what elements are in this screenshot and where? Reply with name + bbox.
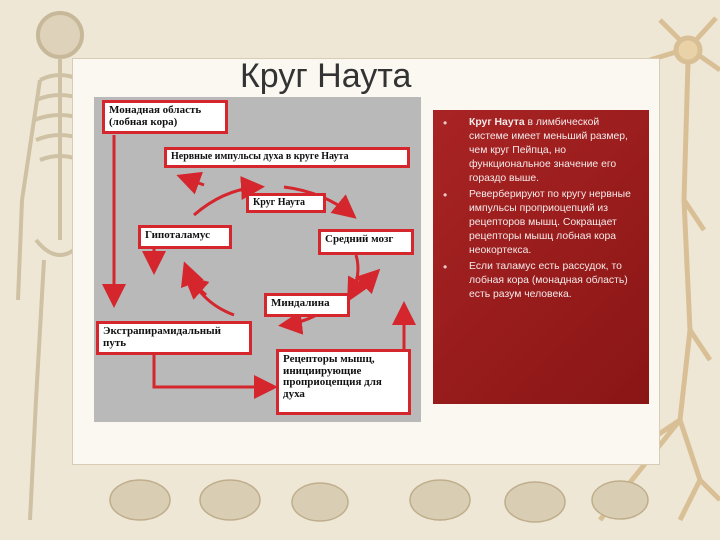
arrow-impulses-to-monad [182,177,204,185]
node-nerve-impulses: Нервные импульсы духа в круге Наута [164,147,410,168]
bullet-item [443,188,641,258]
skull-row-illustration [110,480,648,522]
node-amygdala: Миндалина [264,293,350,317]
node-monad-area: Монадная область (лобная кора) [102,100,228,134]
arrow-up-left-from-lower [188,279,206,295]
bullet-text: в лимбической системе имеет меньший размер, чем круг Пейпца, но функциональное значение его гораздо выше. [469,117,628,184]
bullet-lead: Круг Наута [469,117,525,128]
arrow-to-midbrain [362,273,376,287]
slide-title: Круг Наута [240,57,412,95]
bullet-dot-icon: • [443,116,448,130]
circle-arrow-bottom-left [186,267,234,315]
node-hypothalamus: Гипоталамус [138,225,232,249]
node-nauta-circle: Круг Наута [246,193,326,213]
circle-arrow-right [350,255,358,297]
node-midbrain: Средний мозг [318,229,414,255]
nauta-circle-diagram [94,97,421,422]
node-muscle-receptors: Рецепторы мышц, инициирующие проприоцепция для духа [276,349,411,415]
arrow-extrapyramidal-to-receptors [154,352,272,387]
bullet-text: Если таламус есть рассудок, то лобная кора (монадная область) есть разум человека. [469,261,628,300]
text-panel [433,110,649,404]
bullet-dot-icon: • [443,260,448,274]
bullet-dot-icon: • [443,188,448,202]
bullet-text: Реверберируют по кругу нервные импульсы проприоцепций из рецепторов мышц. Сокращает рецепторы мышц лобная кора неокортекса. [469,189,631,256]
bullet-item [443,116,641,186]
node-extrapyramidal-path: Экстрапирамидальный путь [96,321,252,355]
bullet-item [443,260,641,302]
